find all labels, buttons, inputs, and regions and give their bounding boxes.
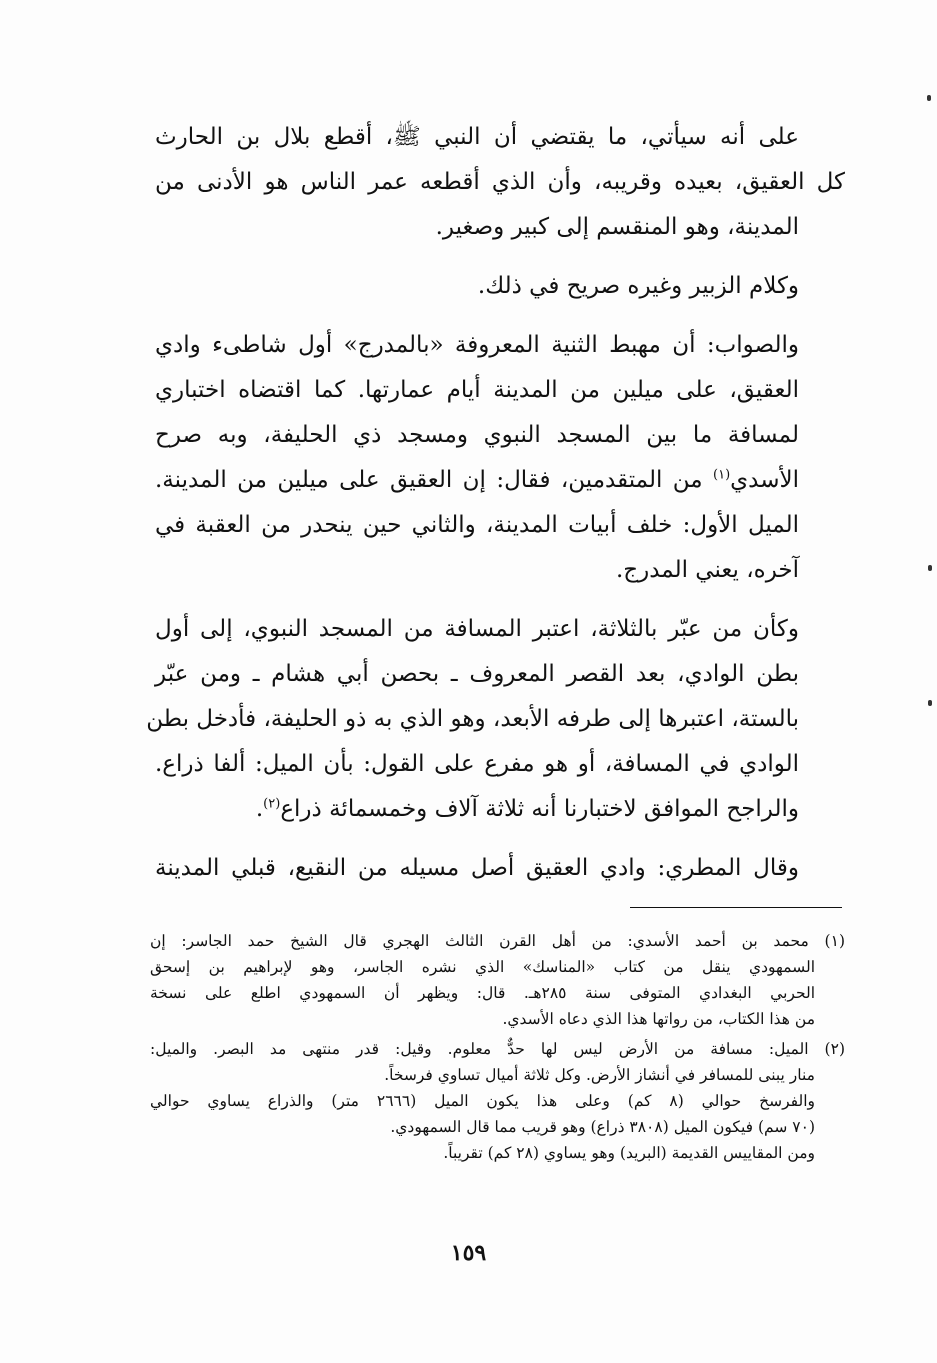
text-line: لمسافة ما بين المسجد النبوي ومسجد ذي الحليفة، وبه صرح (155, 422, 799, 448)
margin-speck (928, 565, 932, 571)
text-line: آخره، يعني المدرج. (615, 557, 799, 583)
text-line: وكلام الزبير وغيره صريح في ذلك. (477, 273, 799, 299)
footnote-1 (150, 928, 845, 1032)
paragraph-5 (155, 846, 845, 891)
text-line: بالستة، اعتبرها إلى طرفه الأبعد، وهو الذي به ذو الحليفة، فأدخل بطن (146, 706, 799, 732)
text-line: المدينة، وهو المنقسم إلى كبير وصغير. (435, 214, 799, 240)
footnote-separator (630, 907, 842, 908)
footnote-line: والفرسخ حوالي (٨ كم) وعلى هذا يكون الميل (٢٦٦٦ متر) والذراع يساوي حوالي (150, 1092, 816, 1110)
margin-speck (927, 95, 931, 101)
text-run: والراجح الموافق لاختبارنا أنه ثلاثة آلاف وخمسمائة ذراع (280, 796, 799, 822)
text-line: وكأن من عبّر بالثلاثة، اعتبر المسافة من المسجد النبوي، إلى أول (155, 616, 799, 642)
page-number: ١٥٩ (450, 1240, 487, 1266)
text-line: وقال المطري: وادي العقيق أصل مسيله من النقيع، قبلي المدينة (155, 855, 799, 881)
text-line: بطن الوادي، بعد القصر المعروف ـ بحصن أبي هشام ـ ومن عبّر (155, 661, 799, 687)
margin-speck (928, 700, 932, 706)
paragraph-1 (155, 115, 845, 250)
paragraph-2 (155, 264, 845, 309)
footnote-2 (150, 1036, 845, 1166)
text-line: العقيق، على ميلين من المدينة أيام عمارتها. كما اقتضاه اختباري (155, 377, 799, 403)
text-run: من المتقدمين، فقال: إن العقيق على ميلين من المدينة. (155, 467, 713, 493)
text-line: الميل الأول: خلف أبيات المدينة، والثاني حين ينحدر من العقبة في (155, 512, 799, 538)
text-line: الوادي في المسافة، أو هو مفرع على القول: بأن الميل: ألفا ذراع. (155, 751, 799, 777)
footnotes (150, 928, 845, 1170)
footnote-line: ومن المقاييس القديمة (البريد) وهو يساوي (٢٨ كم) تقريباً. (443, 1144, 815, 1162)
text-line (155, 458, 845, 503)
paragraph-3 (155, 323, 845, 593)
text-line: كل العقيق، بعيده وقريبه، وأن الذي أقطعه عمر الناس هو الأدنى من (155, 169, 845, 195)
footnote-line: السمهودي ينقل من كتاب «المناسك» الذي نشره الجاسر، وهو لإبراهيم بن إسحق (150, 958, 815, 976)
footnote-line: منار يبنى للمسافر في أنشاز الأرض. وكل ثلاثة أميال تساوي فرسخاً. (384, 1066, 815, 1084)
text-line: على أنه سيأتي، ما يقتضي أن النبي ﷺ، أقطع بلال بن الحارث (155, 124, 799, 150)
paragraph-4 (146, 607, 845, 832)
footnote-line: من هذا الكتاب، من رواتها هذا الذي دعاه الأسدي. (502, 1010, 815, 1028)
text-line: والصواب: أن مهبط الثنية المعروفة «بالمدرج» أول شاطىء وادي (155, 332, 799, 358)
footnote-ref-1[interactable]: (١) (713, 467, 731, 483)
text-line (155, 787, 845, 832)
footnote-ref-2[interactable]: (٢) (263, 796, 281, 812)
footnote-line: (٧٠ سم) فيكون الميل (٣٨٠٨ ذراع) وهو قريب مما قال السمهودي. (390, 1118, 815, 1136)
main-text (146, 115, 845, 905)
footnote-line: (٢) الميل: مسافة من الأرض ليس لها حدٌّ معلوم. وقيل: قدر منتهى مد البصر. والميل: (150, 1040, 845, 1058)
text-run: . (255, 796, 264, 822)
footnote-line: (١) محمد بن أحمد الأسدي: من أهل القرن الثالث الهجري قال الشيخ حمد الجاسر: إن (150, 932, 845, 950)
text-run: الأسدي (730, 467, 799, 493)
footnote-line: الحربي البغدادي المتوفى سنة ٢٨٥هـ. قال: ويظهر أن السمهودي اطلع على نسخة (150, 984, 815, 1002)
